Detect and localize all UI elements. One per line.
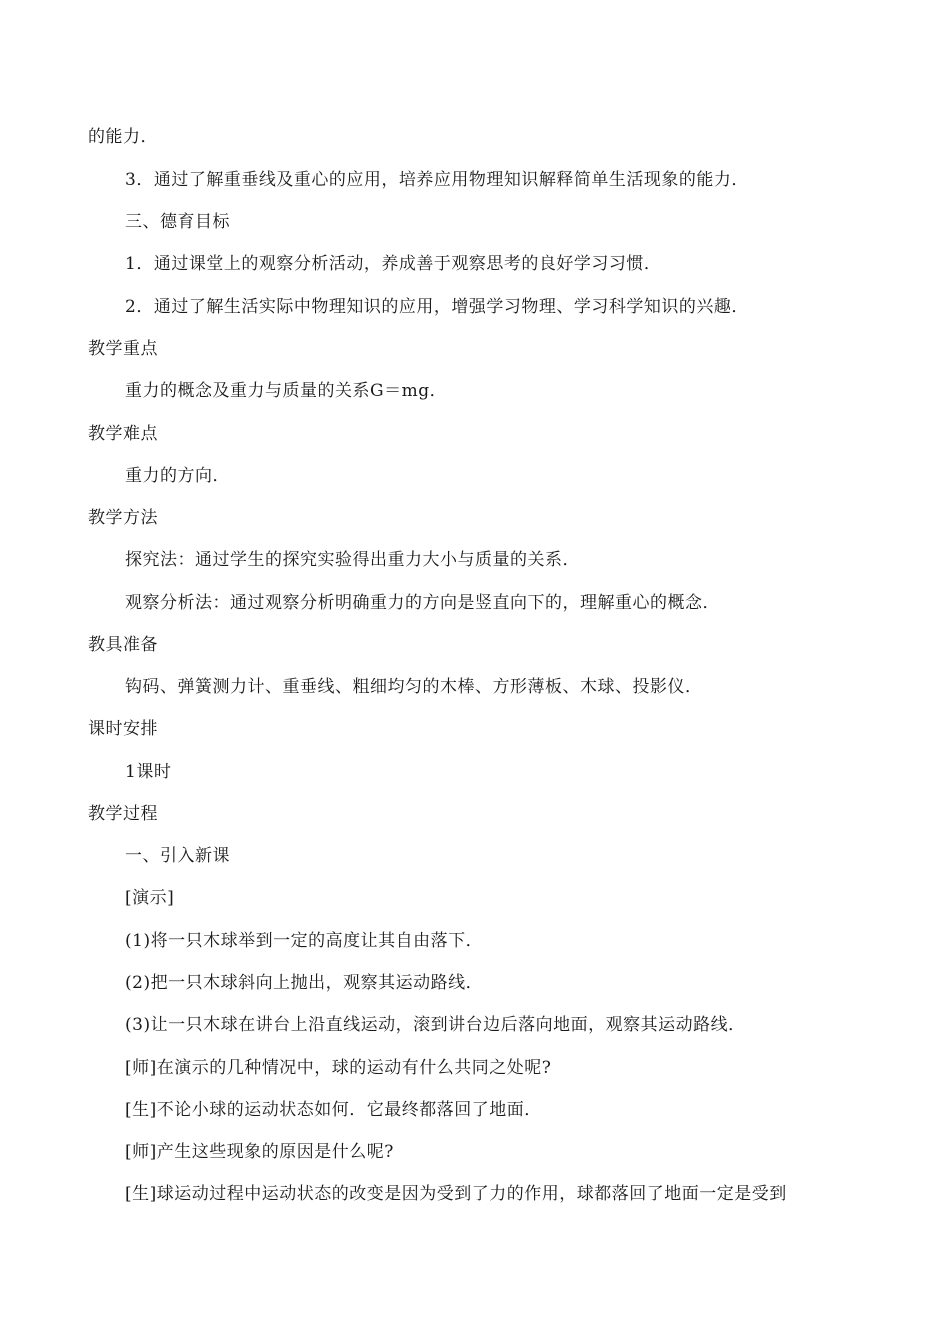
section-heading: 三、德育目标: [125, 212, 230, 232]
paragraph-line: 钩码、弹簧测力计、重垂线、粗细均匀的木棒、方形薄板、木球、投影仪．: [125, 677, 703, 697]
paragraph-line: (3)让一只木球在讲台上沿直线运动，滚到讲台边后落向地面，观察其运动路线．: [125, 1015, 746, 1035]
paragraph-line: 重力的概念及重力与质量的关系G＝mg．: [125, 381, 448, 401]
paragraph-line: 重力的方向．: [125, 466, 230, 486]
paragraph-line: [演示]: [125, 888, 175, 908]
paragraph-line: [生]不论小球的运动状态如何．它最终都落回了地面．: [125, 1100, 542, 1120]
paragraph-line: 2．通过了解生活实际中物理知识的应用，增强学习物理、学习科学知识的兴趣．: [125, 297, 749, 317]
section-heading: 课时安排: [88, 719, 158, 739]
section-heading: 一、引入新课: [125, 846, 230, 866]
paragraph-line: 1．通过课堂上的观察分析活动，养成善于观察思考的良好学习习惯．: [125, 254, 662, 274]
section-heading: 教具准备: [88, 635, 158, 655]
paragraph-line: 探究法：通过学生的探究实验得出重力大小与质量的关系．: [125, 550, 580, 570]
paragraph-line: [师]产生这些现象的原因是什么呢?: [125, 1142, 394, 1162]
paragraph-line: 3．通过了解重垂线及重心的应用，培养应用物理知识解释简单生活现象的能力．: [125, 170, 749, 190]
section-heading: 教学方法: [88, 508, 158, 528]
section-heading: 教学重点: [88, 339, 158, 359]
paragraph-line: 1课时: [125, 762, 172, 782]
paragraph-line: [生]球运动过程中运动状态的改变是因为受到了力的作用，球都落回了地面一定是受到: [125, 1184, 787, 1204]
paragraph-line: (2)把一只木球斜向上抛出，观察其运动路线．: [125, 973, 484, 993]
paragraph-line: 观察分析法：通过观察分析明确重力的方向是竖直向下的，理解重心的概念．: [125, 593, 720, 613]
paragraph-line: 的能力．: [88, 127, 158, 147]
section-heading: 教学过程: [88, 804, 158, 824]
paragraph-line: (1)将一只木球举到一定的高度让其自由落下．: [125, 931, 484, 951]
section-heading: 教学难点: [88, 424, 158, 444]
paragraph-line: [师]在演示的几种情况中，球的运动有什么共同之处呢?: [125, 1058, 552, 1078]
